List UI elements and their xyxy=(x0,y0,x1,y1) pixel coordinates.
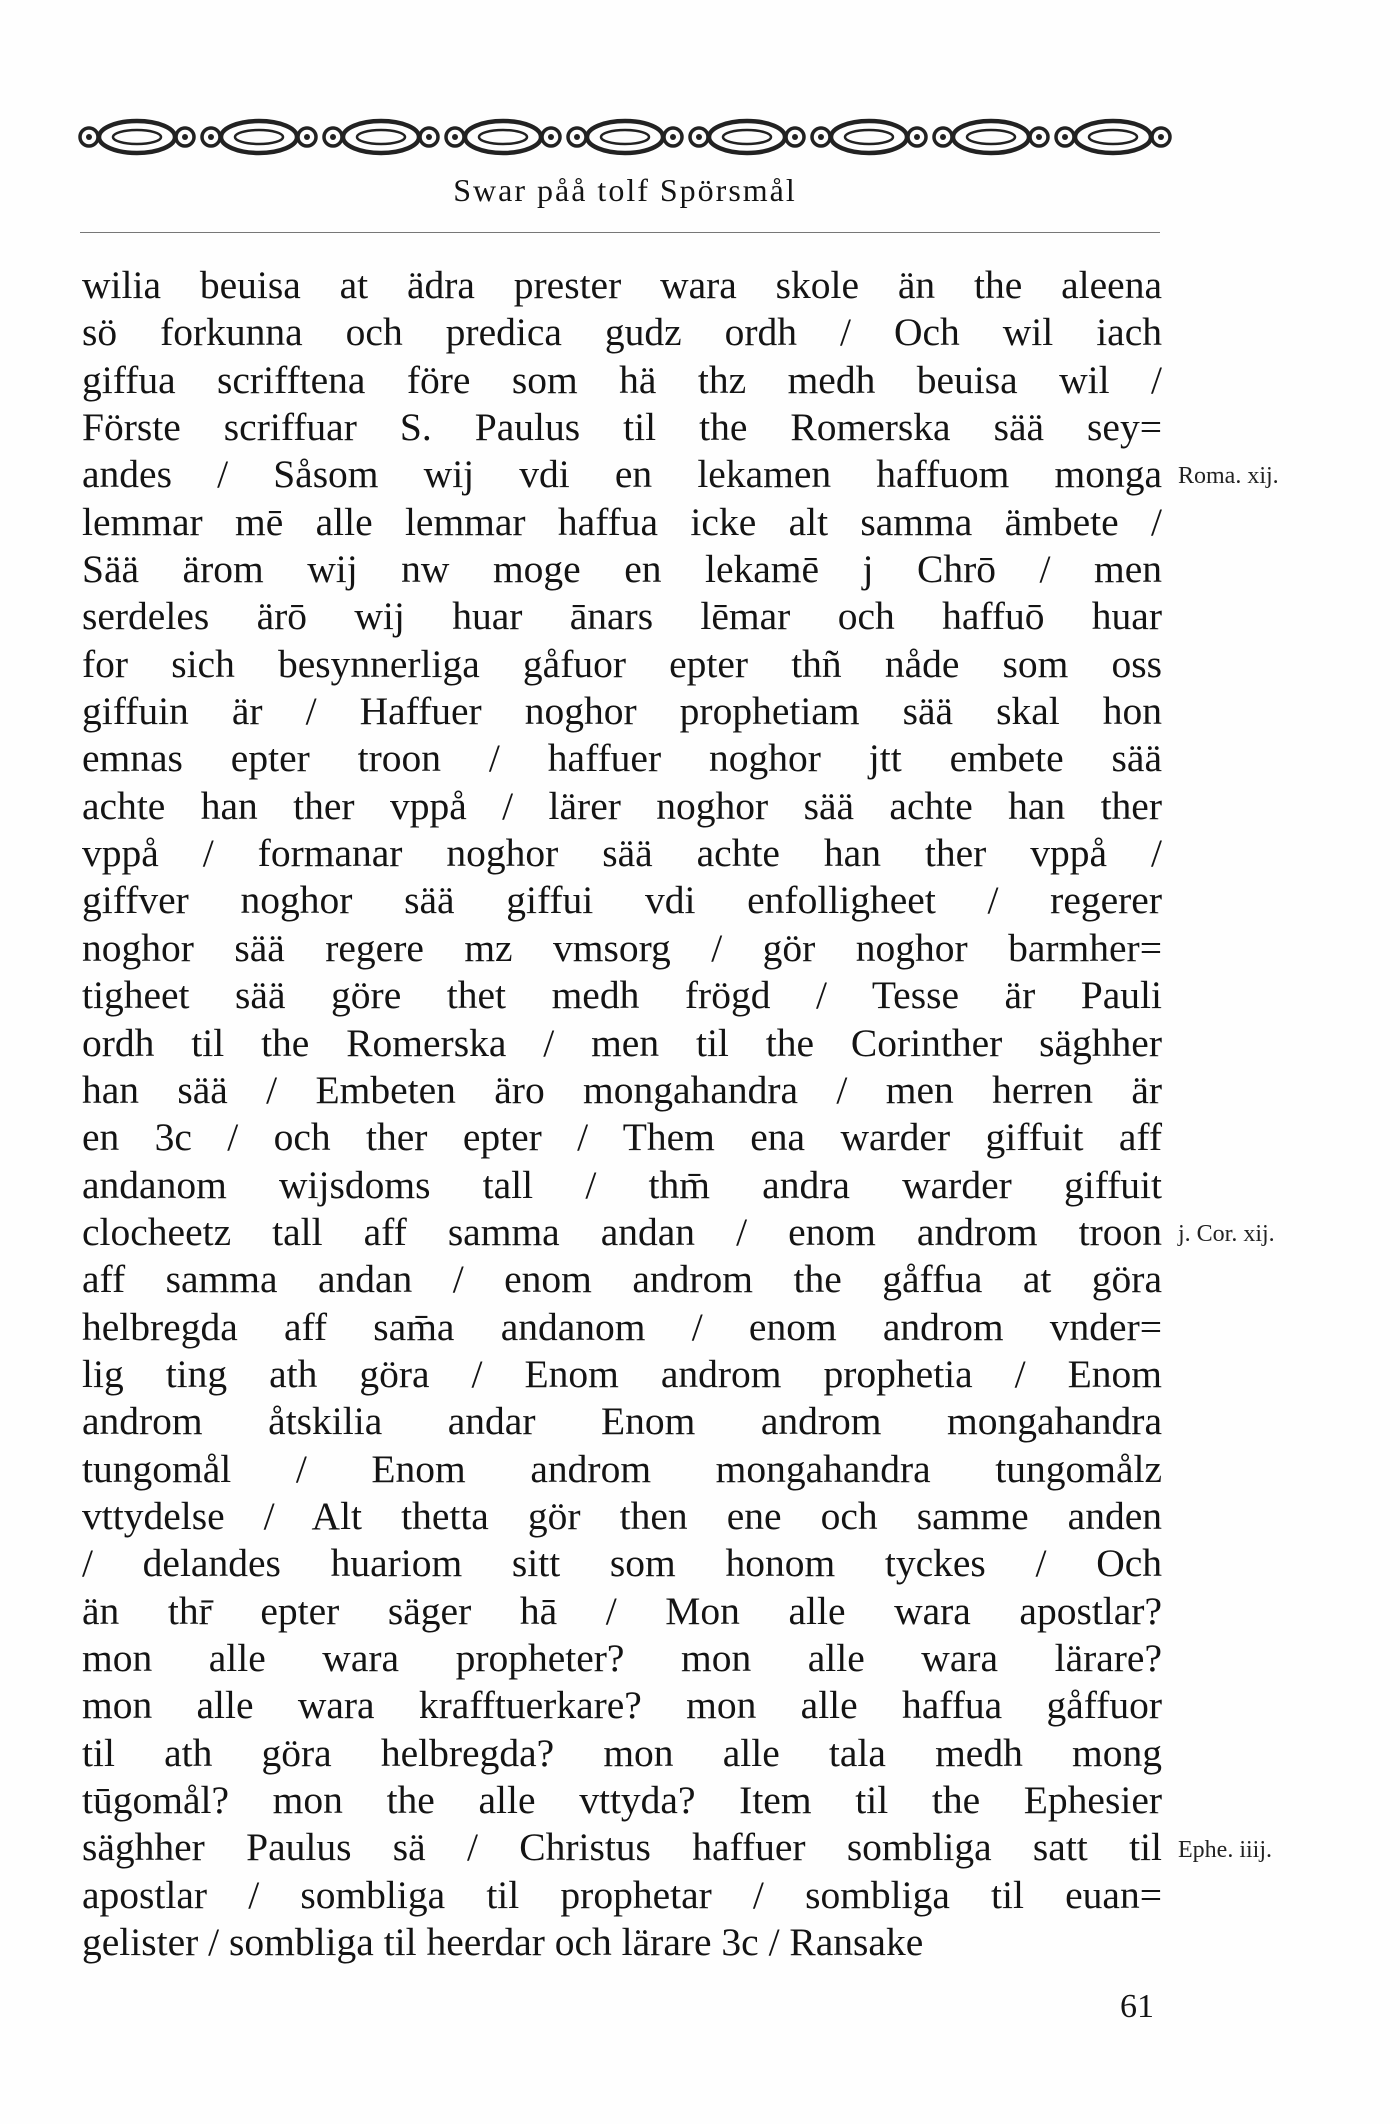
text-line: Sää ärom wij nw moge en lekamē j Chrō / men xyxy=(82,547,1162,592)
text-line: en 3c / och ther epter / Them ena warder giffuit aff xyxy=(82,1115,1162,1160)
body-text xyxy=(82,262,1162,1966)
text-line: lig ting ath göra / Enom androm prophetia / Enom xyxy=(82,1351,1162,1396)
page-number: 61 xyxy=(1120,1988,1154,2025)
text-line: for sich besynnerliga gåfuor epter thñ nåde som oss xyxy=(82,641,1162,686)
text-line: giffua scrifftena före som hä thz medh beuisa wil / xyxy=(82,357,1162,402)
text-line: vppå / formanar noghor sää achte han ther vppå / xyxy=(82,831,1162,876)
text-line: han sää / Embeten äro mongahandra / men herren är xyxy=(82,1067,1162,1112)
text-line: emnas epter troon / haffuer noghor jtt embete sää xyxy=(82,736,1162,781)
text-line: serdeles ärō wij huar ānars lēmar och haffuō huar xyxy=(82,594,1162,639)
margin-note: Roma. xij. xyxy=(1178,463,1279,490)
text-line: til ath göra helbregda? mon alle tala medh mong xyxy=(82,1730,1162,1775)
text-line: tungomål / Enom androm mongahandra tungomålz xyxy=(82,1446,1162,1491)
text-line: andanom wijsdoms tall / thm̄ andra warder giffuit xyxy=(82,1162,1162,1207)
text-line: gelister / sombliga til heerdar och lärare 3c / Ransake xyxy=(82,1920,924,1965)
text-line: mon alle wara krafftuerkare? mon alle haffua gåffuor xyxy=(82,1683,1162,1728)
text-line: Förste scriffuar S. Paulus til the Romerska sää sey= xyxy=(82,405,1162,450)
text-line: lemmar mē alle lemmar haffua icke alt samma ämbete / xyxy=(82,499,1162,544)
text-line: helbregda aff sam̄a andanom / enom androm vnder= xyxy=(82,1304,1162,1349)
text-line: wilia beuisa at ädra prester wara skole än the aleena xyxy=(82,263,1162,307)
text-line: tigheet sää göre thet medh frögd / Tesse är Pauli xyxy=(82,973,1162,1018)
text-line: / delandes huariom sitt som honom tyckes / Och xyxy=(82,1541,1162,1586)
text-line: androm åtskilia andar Enom androm mongahandra xyxy=(82,1399,1162,1444)
text-line: säghher Paulus sä / Christus haffuer sombliga satt til xyxy=(82,1825,1162,1870)
text-line: ordh til the Romerska / men til the Corinther säghher xyxy=(82,1020,1162,1065)
text-line: sö forkunna och predica gudz ordh / Och wil iach xyxy=(82,310,1162,355)
text-line: apostlar / sombliga til prophetar / sombliga til euan= xyxy=(82,1872,1162,1917)
running-head: Swar påå tolf Spörsmål xyxy=(453,172,797,208)
text-line: än thr̄ epter säger hā / Mon alle wara apostlar? xyxy=(82,1588,1162,1633)
text-line: achte han ther vppå / lärer noghor sää achte han ther xyxy=(82,783,1162,828)
text-line: clocheetz tall aff samma andan / enom androm troon xyxy=(82,1209,1162,1254)
text-line: giffuin är / Haffuer noghor prophetiam sää skal hon xyxy=(82,689,1162,734)
header-ornament-band xyxy=(75,112,1175,162)
text-line: mon alle wara propheter? mon alle wara lärare? xyxy=(82,1635,1162,1680)
margin-note: Ephe. iiij. xyxy=(1178,1836,1272,1863)
header-rule xyxy=(80,232,1160,233)
text-line: aff samma andan / enom androm the gåffua at göra xyxy=(82,1257,1162,1302)
text-line: giffver noghor sää giffui vdi enfollighеet / regerer xyxy=(82,878,1162,923)
text-line: vttydelse / Alt thetta gör then ene och samme anden xyxy=(82,1493,1162,1538)
text-line: tūgomål? mon the alle vttyda? Item til the Ephesier xyxy=(82,1778,1162,1822)
text-line: andes / Såsom wij vdi en lekamen haffuom monga xyxy=(82,452,1162,497)
text-line: noghor sää regere mz vmsorg / gör noghor barmher= xyxy=(82,925,1162,970)
margin-note: j. Cor. xij. xyxy=(1178,1221,1275,1247)
